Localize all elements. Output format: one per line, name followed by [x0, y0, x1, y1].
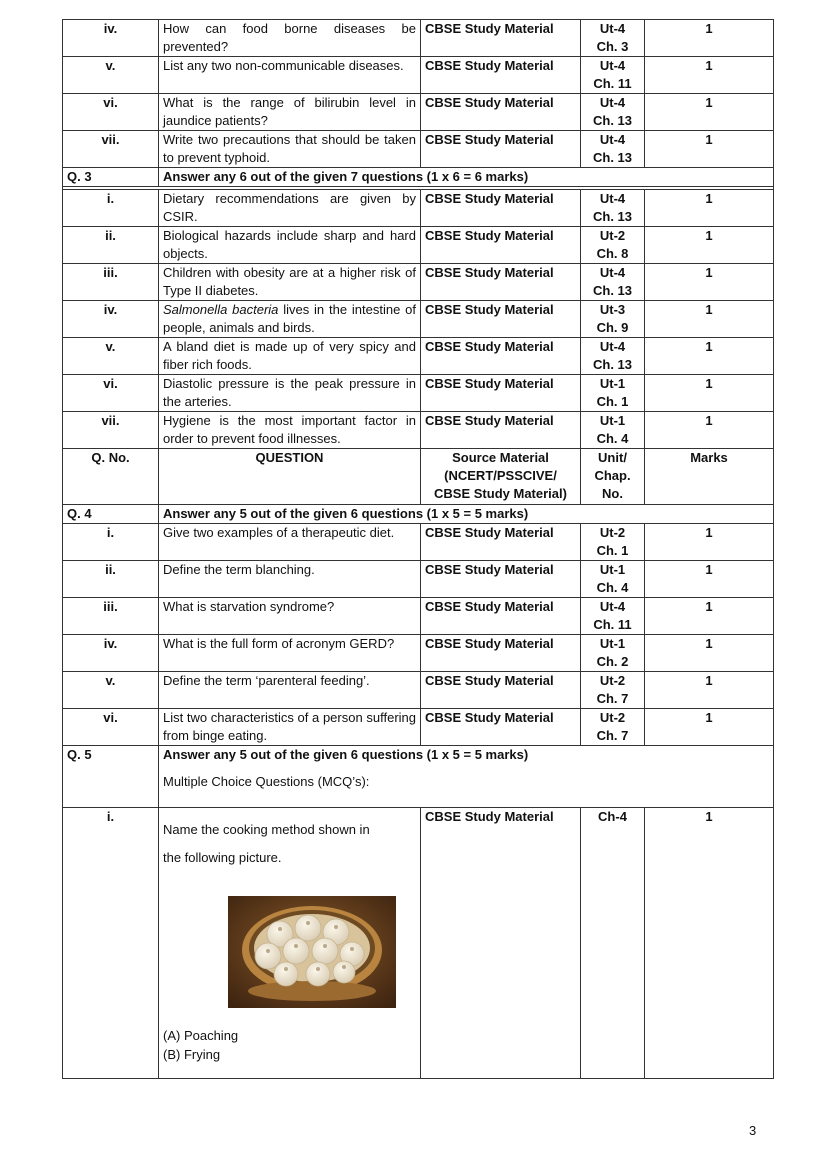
- question-row: [63, 635, 774, 672]
- chapter: Ch. 1: [596, 394, 629, 409]
- question-text: List any two non-communicable diseases.: [159, 57, 421, 94]
- chapter: Ch. 8: [596, 246, 629, 261]
- marks: 1: [645, 808, 774, 1079]
- question-number: vii.: [63, 131, 159, 168]
- question-row: [63, 561, 774, 598]
- q4-rows: [63, 524, 774, 746]
- header-unit-line: No.: [602, 486, 623, 501]
- question-number: ii.: [63, 227, 159, 264]
- marks: 1: [645, 20, 774, 57]
- marks: 1: [645, 338, 774, 375]
- section-row: [63, 168, 774, 187]
- source-material: CBSE Study Material: [421, 227, 581, 264]
- question-number: iv.: [63, 301, 159, 338]
- question-row: [63, 131, 774, 168]
- section-instruction: Answer any 5 out of the given 6 questions (1 x 5 = 5 marks): [163, 747, 529, 762]
- question-row: [63, 57, 774, 94]
- question-row: [63, 94, 774, 131]
- header-question: QUESTION: [159, 449, 421, 505]
- question-row: [63, 301, 774, 338]
- section-number: Q. 3: [63, 168, 159, 187]
- unit: Ut-4: [599, 265, 626, 280]
- section-row: [63, 746, 774, 808]
- marks: 1: [645, 264, 774, 301]
- section-number: Q. 4: [63, 505, 159, 524]
- question-row: [63, 20, 774, 57]
- question-text: Diastolic pressure is the peak pressure in the arteries.: [159, 375, 421, 412]
- section-number: Q. 5: [63, 746, 159, 808]
- question-text: How can food borne diseases be prevented?: [159, 20, 421, 57]
- question-number: vi.: [63, 709, 159, 746]
- marks: 1: [645, 131, 774, 168]
- unit-chapter: [581, 57, 645, 94]
- source-material: CBSE Study Material: [421, 190, 581, 227]
- header-source-line: Source Material: [452, 450, 549, 465]
- unit-chapter: [581, 301, 645, 338]
- unit-chapter: [581, 338, 645, 375]
- unit: Ut-4: [599, 95, 626, 110]
- question-number: iii.: [63, 598, 159, 635]
- source-material: CBSE Study Material: [421, 672, 581, 709]
- q3-section: [63, 168, 774, 190]
- unit: Ut-3: [599, 302, 626, 317]
- marks: 1: [645, 375, 774, 412]
- column-header: [63, 449, 774, 505]
- marks: 1: [645, 301, 774, 338]
- question-number: iv.: [63, 635, 159, 672]
- marks: 1: [645, 561, 774, 598]
- source-material: CBSE Study Material: [421, 635, 581, 672]
- unit-chapter: [581, 412, 645, 449]
- question-number: vii.: [63, 412, 159, 449]
- header-row: [63, 449, 774, 505]
- unit: Ut-2: [599, 673, 626, 688]
- unit-chapter: [581, 375, 645, 412]
- unit: Ut-2: [599, 710, 626, 725]
- unit-chapter: [581, 20, 645, 57]
- unit-chapter: [581, 709, 645, 746]
- unit: Ut-2: [599, 525, 626, 540]
- question-row: [63, 190, 774, 227]
- unit-chapter: [581, 264, 645, 301]
- question-text: [159, 301, 421, 338]
- unit-chapter: [581, 561, 645, 598]
- unit-chapter: [581, 190, 645, 227]
- q2-continued-rows: [63, 20, 774, 168]
- chapter: Ch. 13: [592, 113, 632, 128]
- question-text: What is the full form of acronym GERD?: [159, 635, 421, 672]
- marks: 1: [645, 524, 774, 561]
- question-number: iii.: [63, 264, 159, 301]
- unit: Ut-4: [599, 58, 626, 73]
- question-text: What is the range of bilirubin level in jaundice patients?: [159, 94, 421, 131]
- question-number: i.: [63, 190, 159, 227]
- question-text: A bland diet is made up of very spicy and fiber rich foods.: [159, 338, 421, 375]
- marks: 1: [645, 672, 774, 709]
- unit: Ut-1: [599, 413, 626, 428]
- question-text: Hygiene is the most important factor in order to prevent food illnesses.: [159, 412, 421, 449]
- chapter: Ch. 2: [596, 654, 629, 669]
- source-material: CBSE Study Material: [421, 561, 581, 598]
- question-rest: lives in the intestine of people, animals and birds.: [163, 302, 416, 335]
- marks: 1: [645, 598, 774, 635]
- source-material: CBSE Study Material: [421, 301, 581, 338]
- section-instruction: Answer any 6 out of the given 7 questions (1 x 6 = 6 marks): [159, 168, 774, 187]
- question-number: iv.: [63, 20, 159, 57]
- question-number: vi.: [63, 375, 159, 412]
- q5-section: [63, 746, 774, 1079]
- question-number: v.: [63, 57, 159, 94]
- source-material: CBSE Study Material: [421, 94, 581, 131]
- question-text: Define the term blanching.: [159, 561, 421, 598]
- mcq-question-line: the following picture.: [163, 850, 282, 865]
- chapter: Ch. 3: [596, 39, 629, 54]
- unit: Ut-4: [599, 599, 626, 614]
- chapter: Ch. 13: [592, 209, 632, 224]
- marks: 1: [645, 190, 774, 227]
- header-source-line: CBSE Study Material): [434, 486, 567, 501]
- source-material: CBSE Study Material: [421, 808, 581, 1079]
- question-row: [63, 412, 774, 449]
- section-subtitle: Multiple Choice Questions (MCQ’s):: [163, 774, 370, 789]
- mcq-option-b: (B) Frying: [163, 1047, 221, 1062]
- question-text: Give two examples of a therapeutic diet.: [159, 524, 421, 561]
- source-material: CBSE Study Material: [421, 57, 581, 94]
- mcq-question: [159, 808, 421, 1079]
- header-unit: [581, 449, 645, 505]
- question-text: Dietary recommendations are given by CSIR.: [159, 190, 421, 227]
- marks: 1: [645, 94, 774, 131]
- page-number: 3: [749, 1123, 757, 1138]
- unit-chapter: [581, 94, 645, 131]
- mcq-question-line: Name the cooking method shown in: [163, 822, 370, 837]
- source-material: CBSE Study Material: [421, 709, 581, 746]
- unit: Ut-4: [599, 191, 626, 206]
- source-material: CBSE Study Material: [421, 264, 581, 301]
- source-material: CBSE Study Material: [421, 598, 581, 635]
- header-qno: Q. No.: [63, 449, 159, 505]
- section-instruction: Answer any 5 out of the given 6 questions (1 x 5 = 5 marks): [159, 505, 774, 524]
- source-material: CBSE Study Material: [421, 338, 581, 375]
- chapter: Ch. 4: [596, 431, 629, 446]
- source-material: CBSE Study Material: [421, 20, 581, 57]
- unit-chapter: Ch-4: [581, 808, 645, 1079]
- source-material: CBSE Study Material: [421, 524, 581, 561]
- mcq-option-a: (A) Poaching: [163, 1028, 239, 1043]
- header-unit-line: Unit/: [598, 450, 627, 465]
- question-text: Write two precautions that should be taken to prevent typhoid.: [159, 131, 421, 168]
- question-text: List two characteristics of a person suffering from binge eating.: [159, 709, 421, 746]
- marks: 1: [645, 412, 774, 449]
- unit-chapter: [581, 635, 645, 672]
- unit-chapter: [581, 672, 645, 709]
- marks: 1: [645, 57, 774, 94]
- question-row: [63, 598, 774, 635]
- chapter: Ch. 1: [596, 543, 629, 558]
- question-number: v.: [63, 338, 159, 375]
- unit: Ut-1: [599, 562, 626, 577]
- chapter: Ch. 4: [596, 580, 629, 595]
- unit-chapter: [581, 131, 645, 168]
- question-number: vi.: [63, 94, 159, 131]
- question-paper-table: [62, 19, 774, 1079]
- question-row: [63, 524, 774, 561]
- unit-chapter: [581, 227, 645, 264]
- chapter: Ch. 7: [596, 728, 629, 743]
- header-unit-line: Chap.: [594, 468, 631, 483]
- q4-section: [63, 505, 774, 524]
- mcq-row: [63, 808, 774, 1079]
- unit: Ut-4: [599, 132, 626, 147]
- unit: Ut-4: [599, 339, 626, 354]
- chapter: Ch. 11: [593, 617, 632, 632]
- marks: 1: [645, 709, 774, 746]
- question-number: i.: [63, 808, 159, 1079]
- question-number: ii.: [63, 561, 159, 598]
- question-text: Define the term ‘parenteral feeding’.: [159, 672, 421, 709]
- question-text: What is starvation syndrome?: [159, 598, 421, 635]
- header-source: [421, 449, 581, 505]
- chapter: Ch. 11: [593, 76, 632, 91]
- marks: 1: [645, 635, 774, 672]
- header-marks: Marks: [645, 449, 774, 505]
- marks: 1: [645, 227, 774, 264]
- chapter: Ch. 13: [592, 150, 632, 165]
- question-row: [63, 672, 774, 709]
- q3-rows: [63, 190, 774, 449]
- section-instruction-cell: [159, 746, 774, 808]
- unit: Ut-4: [599, 21, 626, 36]
- source-material: CBSE Study Material: [421, 131, 581, 168]
- question-text: Children with obesity are at a higher risk of Type II diabetes.: [159, 264, 421, 301]
- unit-chapter: [581, 524, 645, 561]
- question-row: [63, 375, 774, 412]
- header-source-line: (NCERT/PSSCIVE/: [444, 468, 557, 483]
- question-row: [63, 338, 774, 375]
- question-italic: Salmonella bacteria: [163, 302, 279, 317]
- section-row: [63, 505, 774, 524]
- question-row: [63, 709, 774, 746]
- unit-chapter: [581, 598, 645, 635]
- dumplings-steamer-photo: [228, 896, 396, 1008]
- question-row: [63, 227, 774, 264]
- unit: Ut-1: [599, 376, 626, 391]
- unit: Ut-2: [599, 228, 626, 243]
- question-text: Biological hazards include sharp and hard objects.: [159, 227, 421, 264]
- chapter: Ch. 7: [596, 691, 629, 706]
- question-number: v.: [63, 672, 159, 709]
- chapter: Ch. 9: [596, 320, 629, 335]
- chapter: Ch. 13: [592, 283, 632, 298]
- source-material: CBSE Study Material: [421, 375, 581, 412]
- question-number: i.: [63, 524, 159, 561]
- source-material: CBSE Study Material: [421, 412, 581, 449]
- unit: Ut-1: [599, 636, 626, 651]
- question-row: [63, 264, 774, 301]
- chapter: Ch. 13: [592, 357, 632, 372]
